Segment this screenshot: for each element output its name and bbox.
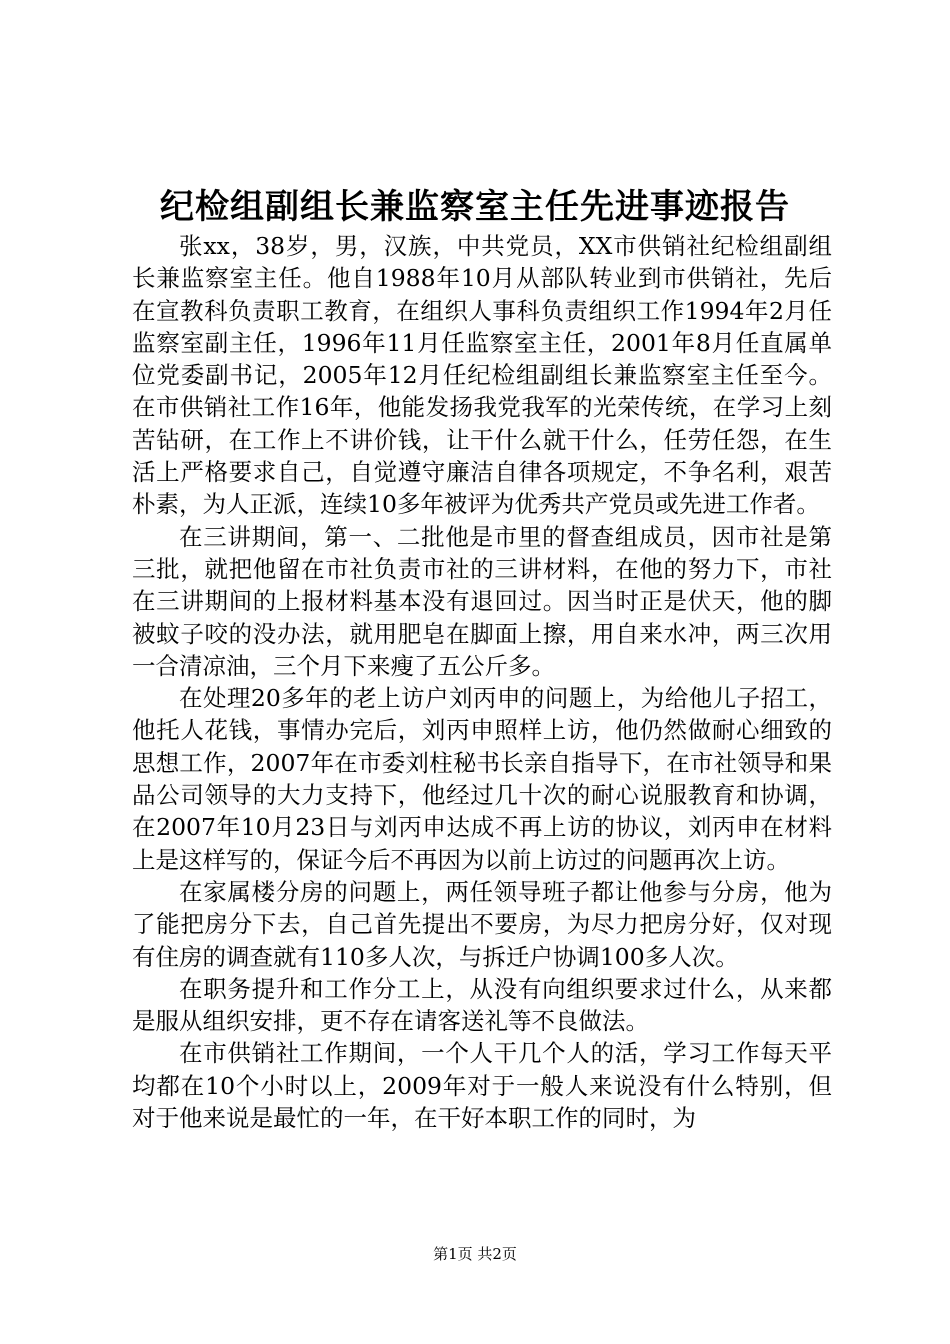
page-number-footer: 第1页 共2页 xyxy=(433,1245,517,1263)
paragraph-4: 在家属楼分房的问题上，两任领导班子都让他参与分房，他为了能把房分下去，自己首先提出不要房，为尽力把房分好，仅对现有住房的调查就有110多人次，与拆迁户协调100多人次。 xyxy=(132,877,832,971)
paragraph-1: 张xx，38岁，男，汉族，中共党员，XX市供销社纪检组副组长兼监察室主任。他自1988年10月从部队转业到市供销社，先后在宣教科负责职工教育，在组织人事科负责组织工作1994年2月任监察室副主任，1996年11月任监察室主任，2001年8月任直属单位党委副书记，2005年12月任纪检组副组长兼监察室主任至今。在市供销社工作16年，他能发扬我党我军的光荣传统，在学习上刻苦钻研，在工作上不讲价钱，让干什么就干什么，任劳任怨，在生活上严格要求自己，自觉遵守廉洁自律各项规定，不争名利，艰苦朴素，为人正派，连续10多年被评为优秀共产党员或先进工作者。 xyxy=(132,232,832,519)
document-body xyxy=(132,230,832,1134)
paragraph-5: 在职务提升和工作分工上，从没有向组织要求过什么，从来都是服从组织安排，更不存在请客送礼等不良做法。 xyxy=(132,974,832,1036)
paragraph-3: 在处理20多年的老上访户刘丙申的问题上，为给他儿子招工，他托人花钱，事情办完后，刘丙申照样上访，他仍然做耐心细致的思想工作，2007年在市委刘柱秘书长亲自指导下，在市社领导和果品公司领导的大力支持下，他经过几十次的耐心说服教育和协调，在2007年10月23日与刘丙申达成不再上访的协议，刘丙申在材料上是这样写的，保证今后不再因为以前上访过的问题再次上访。 xyxy=(132,684,832,874)
paragraph-6: 在市供销社工作期间，一个人干几个人的活，学习工作每天平均都在10个小时以上，2009年对于一般人来说没有什么特别，但对于他来说是最忙的一年，在干好本职工作的同时，为 xyxy=(132,1039,832,1133)
document-title: 纪检组副组长兼监察室主任先进事迹报告 xyxy=(160,187,790,227)
paragraph-2: 在三讲期间，第一、二批他是市里的督查组成员，因市社是第三批，就把他留在市社负责市社的三讲材料，在他的努力下，市社在三讲期间的上报材料基本没有退回过。因当时正是伏天，他的脚被蚊子咬的没办法，就用肥皂在脚面上擦，用自来水冲，两三次用一合清凉油，三个月下来瘦了五公斤多。 xyxy=(132,522,832,680)
